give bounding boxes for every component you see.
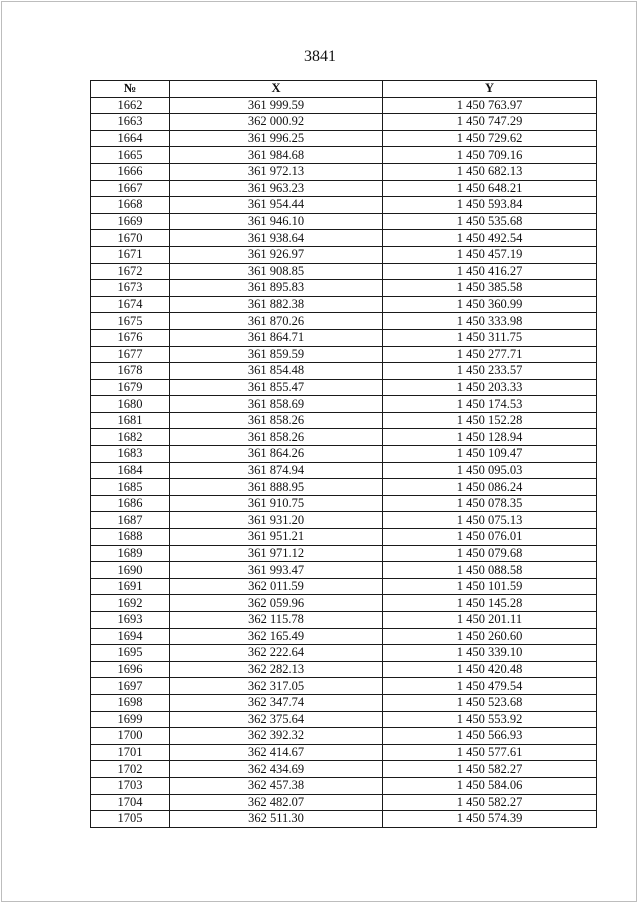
x-coordinate-cell: 361 864.26 [170, 446, 383, 463]
point-number-cell: 1663 [91, 114, 170, 131]
table-row [91, 761, 597, 778]
table-row [91, 280, 597, 297]
y-coordinate-cell: 1 450 076.01 [383, 529, 597, 546]
y-coordinate-cell: 1 450 128.94 [383, 429, 597, 446]
point-number-cell: 1664 [91, 130, 170, 147]
point-number-cell: 1672 [91, 263, 170, 280]
point-number-cell: 1687 [91, 512, 170, 529]
header-number: № [91, 81, 170, 98]
y-coordinate-cell: 1 450 416.27 [383, 263, 597, 280]
point-number-cell: 1671 [91, 246, 170, 263]
point-number-cell: 1662 [91, 97, 170, 114]
y-coordinate-cell: 1 450 648.21 [383, 180, 597, 197]
y-coordinate-cell: 1 450 479.54 [383, 678, 597, 695]
point-number-cell: 1675 [91, 313, 170, 330]
x-coordinate-cell: 362 000.92 [170, 114, 383, 131]
y-coordinate-cell: 1 450 584.06 [383, 777, 597, 794]
x-coordinate-cell: 362 457.38 [170, 777, 383, 794]
table-row [91, 811, 597, 828]
point-number-cell: 1698 [91, 694, 170, 711]
table-row [91, 562, 597, 579]
x-coordinate-cell: 361 858.26 [170, 429, 383, 446]
header-y: Y [383, 81, 597, 98]
y-coordinate-cell: 1 450 747.29 [383, 114, 597, 131]
y-coordinate-cell: 1 450 201.11 [383, 612, 597, 629]
table-header-row [91, 81, 597, 98]
table-row [91, 495, 597, 512]
x-coordinate-cell: 361 946.10 [170, 213, 383, 230]
table-row [91, 246, 597, 263]
x-coordinate-cell: 361 910.75 [170, 495, 383, 512]
table-row [91, 130, 597, 147]
table-row [91, 529, 597, 546]
y-coordinate-cell: 1 450 420.48 [383, 661, 597, 678]
x-coordinate-cell: 362 059.96 [170, 595, 383, 612]
table-row [91, 728, 597, 745]
point-number-cell: 1674 [91, 296, 170, 313]
y-coordinate-cell: 1 450 101.59 [383, 578, 597, 595]
y-coordinate-cell: 1 450 553.92 [383, 711, 597, 728]
table-row [91, 462, 597, 479]
point-number-cell: 1678 [91, 363, 170, 380]
point-number-cell: 1699 [91, 711, 170, 728]
point-number-cell: 1690 [91, 562, 170, 579]
x-coordinate-cell: 361 993.47 [170, 562, 383, 579]
y-coordinate-cell: 1 450 682.13 [383, 163, 597, 180]
x-coordinate-cell: 362 317.05 [170, 678, 383, 695]
table-row [91, 512, 597, 529]
point-number-cell: 1697 [91, 678, 170, 695]
point-number-cell: 1701 [91, 744, 170, 761]
table-row [91, 429, 597, 446]
y-coordinate-cell: 1 450 174.53 [383, 396, 597, 413]
point-number-cell: 1681 [91, 412, 170, 429]
table-row [91, 296, 597, 313]
point-number-cell: 1694 [91, 628, 170, 645]
point-number-cell: 1688 [91, 529, 170, 546]
point-number-cell: 1693 [91, 612, 170, 629]
x-coordinate-cell: 362 282.13 [170, 661, 383, 678]
table-row [91, 744, 597, 761]
point-number-cell: 1680 [91, 396, 170, 413]
x-coordinate-cell: 361 854.48 [170, 363, 383, 380]
y-coordinate-cell: 1 450 535.68 [383, 213, 597, 230]
point-number-cell: 1685 [91, 479, 170, 496]
y-coordinate-cell: 1 450 582.27 [383, 761, 597, 778]
point-number-cell: 1696 [91, 661, 170, 678]
x-coordinate-cell: 361 858.26 [170, 412, 383, 429]
y-coordinate-cell: 1 450 593.84 [383, 197, 597, 214]
point-number-cell: 1700 [91, 728, 170, 745]
x-coordinate-cell: 361 888.95 [170, 479, 383, 496]
x-coordinate-cell: 362 165.49 [170, 628, 383, 645]
x-coordinate-cell: 361 963.23 [170, 180, 383, 197]
table-row [91, 711, 597, 728]
x-coordinate-cell: 361 951.21 [170, 529, 383, 546]
page-number: 3841 [304, 48, 336, 65]
x-coordinate-cell: 362 375.64 [170, 711, 383, 728]
table-row [91, 694, 597, 711]
table-row [91, 329, 597, 346]
y-coordinate-cell: 1 450 095.03 [383, 462, 597, 479]
point-number-cell: 1684 [91, 462, 170, 479]
y-coordinate-cell: 1 450 260.60 [383, 628, 597, 645]
x-coordinate-cell: 361 931.20 [170, 512, 383, 529]
table-row [91, 628, 597, 645]
y-coordinate-cell: 1 450 577.61 [383, 744, 597, 761]
point-number-cell: 1703 [91, 777, 170, 794]
x-coordinate-cell: 361 926.97 [170, 246, 383, 263]
table-row [91, 645, 597, 662]
x-coordinate-cell: 361 882.38 [170, 296, 383, 313]
point-number-cell: 1665 [91, 147, 170, 164]
table-row [91, 777, 597, 794]
y-coordinate-cell: 1 450 088.58 [383, 562, 597, 579]
y-coordinate-cell: 1 450 360.99 [383, 296, 597, 313]
y-coordinate-cell: 1 450 729.62 [383, 130, 597, 147]
y-coordinate-cell: 1 450 339.10 [383, 645, 597, 662]
point-number-cell: 1673 [91, 280, 170, 297]
point-number-cell: 1679 [91, 379, 170, 396]
table-row [91, 213, 597, 230]
table-row [91, 263, 597, 280]
point-number-cell: 1667 [91, 180, 170, 197]
point-number-cell: 1683 [91, 446, 170, 463]
table-row [91, 97, 597, 114]
y-coordinate-cell: 1 450 277.71 [383, 346, 597, 363]
x-coordinate-cell: 361 864.71 [170, 329, 383, 346]
table-row [91, 147, 597, 164]
x-coordinate-cell: 361 859.59 [170, 346, 383, 363]
x-coordinate-cell: 361 938.64 [170, 230, 383, 247]
table-row [91, 446, 597, 463]
x-coordinate-cell: 361 858.69 [170, 396, 383, 413]
x-coordinate-cell: 361 999.59 [170, 97, 383, 114]
y-coordinate-cell: 1 450 078.35 [383, 495, 597, 512]
x-coordinate-cell: 361 874.94 [170, 462, 383, 479]
point-number-cell: 1705 [91, 811, 170, 828]
table-row [91, 379, 597, 396]
y-coordinate-cell: 1 450 763.97 [383, 97, 597, 114]
x-coordinate-cell: 362 347.74 [170, 694, 383, 711]
x-coordinate-cell: 361 870.26 [170, 313, 383, 330]
table-row [91, 114, 597, 131]
point-number-cell: 1686 [91, 495, 170, 512]
y-coordinate-cell: 1 450 457.19 [383, 246, 597, 263]
y-coordinate-cell: 1 450 086.24 [383, 479, 597, 496]
x-coordinate-cell: 362 414.67 [170, 744, 383, 761]
x-coordinate-cell: 362 011.59 [170, 578, 383, 595]
y-coordinate-cell: 1 450 492.54 [383, 230, 597, 247]
y-coordinate-cell: 1 450 523.68 [383, 694, 597, 711]
y-coordinate-cell: 1 450 109.47 [383, 446, 597, 463]
table-row [91, 612, 597, 629]
table-row [91, 661, 597, 678]
table-row [91, 479, 597, 496]
y-coordinate-cell: 1 450 203.33 [383, 379, 597, 396]
header-x: X [170, 81, 383, 98]
y-coordinate-cell: 1 450 582.27 [383, 794, 597, 811]
table-row [91, 578, 597, 595]
point-number-cell: 1704 [91, 794, 170, 811]
table-row [91, 180, 597, 197]
x-coordinate-cell: 361 895.83 [170, 280, 383, 297]
y-coordinate-cell: 1 450 152.28 [383, 412, 597, 429]
x-coordinate-cell: 362 434.69 [170, 761, 383, 778]
x-coordinate-cell: 362 482.07 [170, 794, 383, 811]
point-number-cell: 1669 [91, 213, 170, 230]
table-row [91, 412, 597, 429]
y-coordinate-cell: 1 450 566.93 [383, 728, 597, 745]
y-coordinate-cell: 1 450 385.58 [383, 280, 597, 297]
point-number-cell: 1677 [91, 346, 170, 363]
table-row [91, 346, 597, 363]
y-coordinate-cell: 1 450 233.57 [383, 363, 597, 380]
x-coordinate-cell: 362 511.30 [170, 811, 383, 828]
x-coordinate-cell: 362 115.78 [170, 612, 383, 629]
table-row [91, 678, 597, 695]
x-coordinate-cell: 361 972.13 [170, 163, 383, 180]
point-number-cell: 1692 [91, 595, 170, 612]
y-coordinate-cell: 1 450 574.39 [383, 811, 597, 828]
table-row [91, 363, 597, 380]
table-row [91, 163, 597, 180]
y-coordinate-cell: 1 450 333.98 [383, 313, 597, 330]
y-coordinate-cell: 1 450 709.16 [383, 147, 597, 164]
point-number-cell: 1668 [91, 197, 170, 214]
table-row [91, 595, 597, 612]
y-coordinate-cell: 1 450 145.28 [383, 595, 597, 612]
x-coordinate-cell: 361 855.47 [170, 379, 383, 396]
point-number-cell: 1689 [91, 545, 170, 562]
point-number-cell: 1691 [91, 578, 170, 595]
table-row [91, 794, 597, 811]
point-number-cell: 1695 [91, 645, 170, 662]
point-number-cell: 1682 [91, 429, 170, 446]
table-row [91, 313, 597, 330]
table-row [91, 230, 597, 247]
x-coordinate-cell: 361 908.85 [170, 263, 383, 280]
table-row [91, 545, 597, 562]
point-number-cell: 1666 [91, 163, 170, 180]
y-coordinate-cell: 1 450 079.68 [383, 545, 597, 562]
y-coordinate-cell: 1 450 075.13 [383, 512, 597, 529]
table-body [91, 97, 597, 827]
x-coordinate-cell: 362 392.32 [170, 728, 383, 745]
table-row [91, 396, 597, 413]
coordinates-table [90, 80, 597, 828]
x-coordinate-cell: 361 984.68 [170, 147, 383, 164]
x-coordinate-cell: 361 954.44 [170, 197, 383, 214]
x-coordinate-cell: 361 996.25 [170, 130, 383, 147]
table-row [91, 197, 597, 214]
x-coordinate-cell: 361 971.12 [170, 545, 383, 562]
y-coordinate-cell: 1 450 311.75 [383, 329, 597, 346]
point-number-cell: 1702 [91, 761, 170, 778]
x-coordinate-cell: 362 222.64 [170, 645, 383, 662]
point-number-cell: 1670 [91, 230, 170, 247]
point-number-cell: 1676 [91, 329, 170, 346]
